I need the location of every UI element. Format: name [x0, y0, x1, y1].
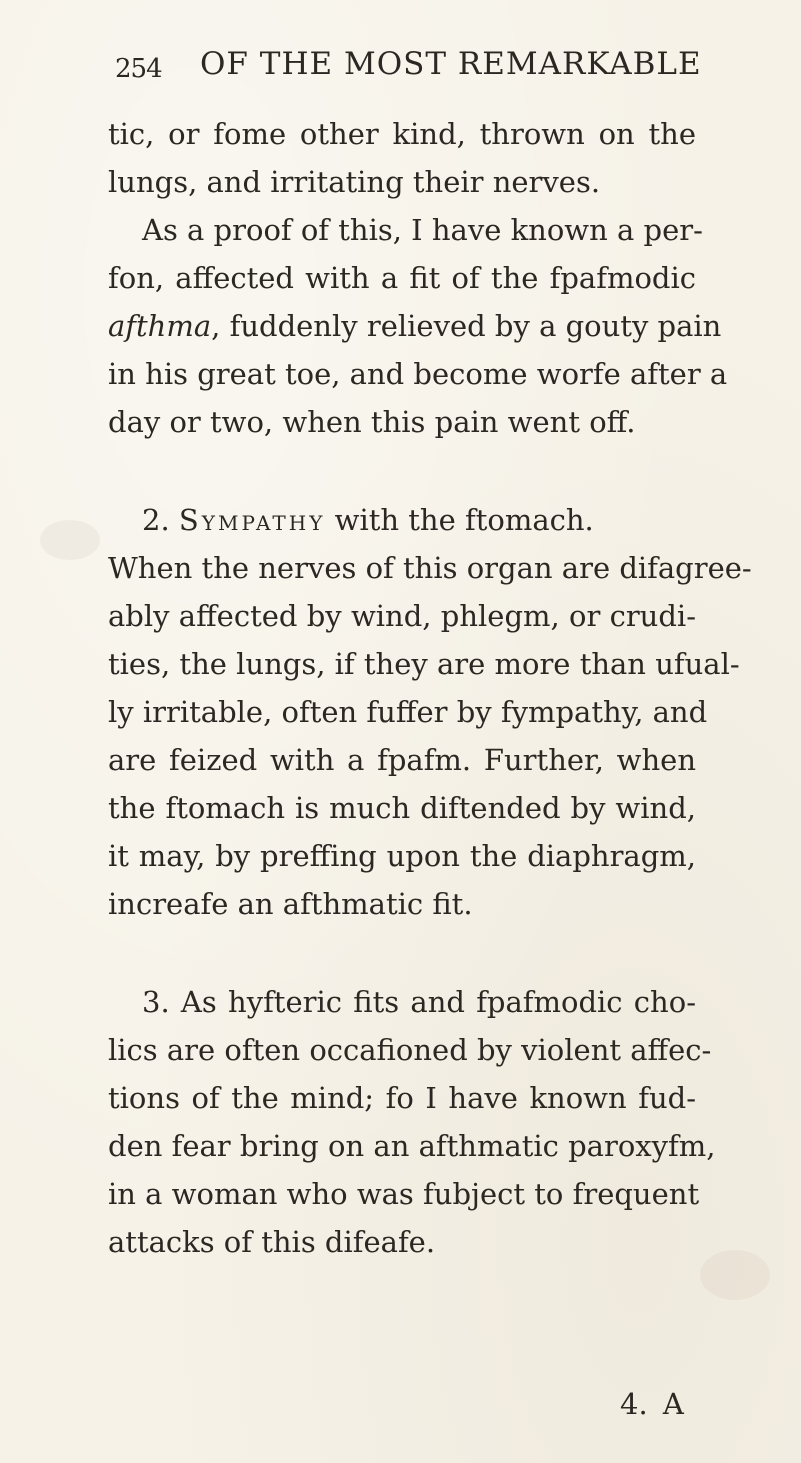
text-line: lungs, and irritating their nerves.: [108, 165, 601, 199]
section-heading-hysteric: 3. As hyfteric fits and fpafmodic cho-: [142, 985, 696, 1019]
paragraph-gap: [108, 928, 696, 978]
text-line: fon, affected with a fit of the fpafmodic: [108, 261, 696, 295]
paper-stain: [40, 520, 100, 560]
text-line: attacks of this difeafe.: [108, 1225, 436, 1259]
page-header: [115, 46, 702, 96]
text-line: ly irritable, often fuffer by fympathy, and: [108, 695, 708, 729]
text-line: the ftomach is much diftended by wind,: [108, 791, 696, 825]
text-line: in his great toe, and become worfe after a: [108, 357, 728, 391]
running-title: OF THE MOST REMARKABLE: [200, 46, 702, 82]
text-line: are feized with a fpafm. Further, when: [108, 743, 696, 777]
text-line: lics are often occafioned by violent affec-: [108, 1033, 712, 1067]
text-line: in a woman who was fubject to frequent: [108, 1177, 700, 1211]
page-number: 254: [115, 54, 162, 84]
body-text: [108, 110, 752, 1266]
small-caps-term: Sympathy: [178, 503, 326, 537]
text-line: As a proof of this, I have known a per-: [142, 213, 703, 247]
text-line: afthma, fuddenly relieved by a gouty pain: [108, 309, 722, 343]
paragraph-gap: [108, 446, 696, 496]
text-line: When the nerves of this organ are difagree-: [108, 551, 752, 585]
text-line: den fear bring on an afthmatic paroxyfm,: [108, 1129, 716, 1163]
text-line: day or two, when this pain went off.: [108, 405, 636, 439]
italic-term: afthma: [108, 309, 212, 343]
section-heading-sympathy: 2. Sympathy with the ftomach.: [142, 503, 594, 537]
text-line: ties, the lungs, if they are more than ufual-: [108, 647, 740, 681]
catchword: 4. A: [620, 1387, 684, 1421]
text-line: ably affected by wind, phlegm, or crudi-: [108, 599, 696, 633]
text-line: tions of the mind; fo I have known fud-: [108, 1081, 696, 1115]
text-line: it may, by preffing upon the diaphragm,: [108, 839, 696, 873]
text-line: increafe an afthmatic fit.: [108, 887, 473, 921]
paper-stain: [700, 1250, 770, 1300]
text-line: tic, or fome other kind, thrown on the: [108, 117, 696, 151]
